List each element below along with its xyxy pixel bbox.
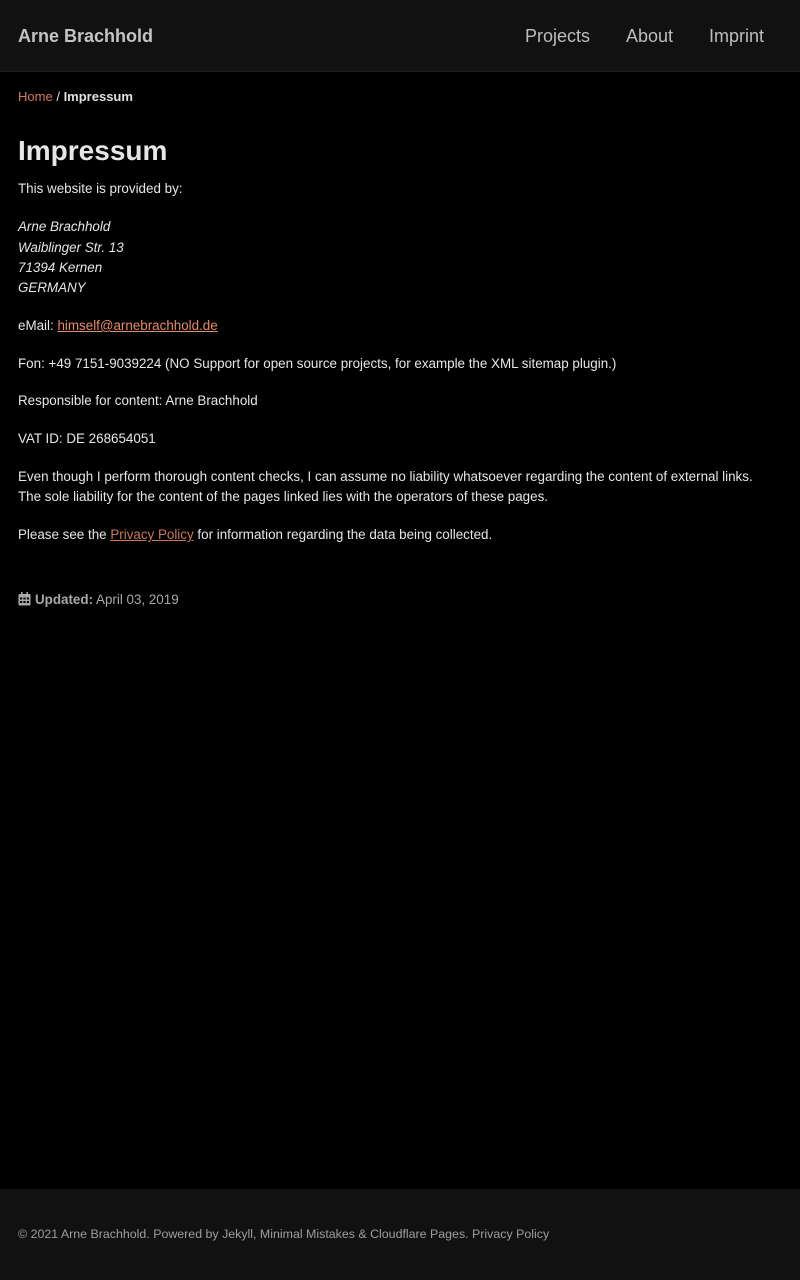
email-line <box>18 316 218 336</box>
address-street: Waiblinger Str. 13 <box>18 240 124 255</box>
footer-text: © 2021 Arne Brachhold. Powered by Jekyll, Minimal Mistakes & Cloudflare Pages. Privacy Policy <box>18 1227 550 1241</box>
address-name: Arne Brachhold <box>18 219 111 234</box>
address-country: GERMANY <box>18 280 86 295</box>
privacy-prefix: Please see the <box>18 527 107 542</box>
breadcrumb-current: Impressum <box>63 89 133 104</box>
nav-projects-link[interactable]: Projects <box>525 26 591 46</box>
vat-text: VAT ID: DE 268654051 <box>18 431 156 446</box>
liability-line-1: Even though I perform thorough content checks, I can assume no liability whatsoever regarding the content of external links. <box>18 469 753 484</box>
updated-date: April 03, 2019 <box>96 592 179 607</box>
breadcrumb <box>18 88 133 105</box>
email-link[interactable]: himself@arnebrachhold.de <box>57 318 218 333</box>
page-title: Impressum <box>18 135 168 166</box>
email-label: eMail: <box>18 318 54 333</box>
breadcrumb-separator: / <box>56 89 60 104</box>
masthead <box>0 0 800 72</box>
nav-imprint-link[interactable]: Imprint <box>709 26 765 46</box>
breadcrumb-home-link[interactable]: Home <box>18 89 53 104</box>
privacy-suffix: for information regarding the data being collected. <box>197 527 493 542</box>
nav-about-link[interactable]: About <box>626 26 674 46</box>
address-city: 71394 Kernen <box>18 260 103 275</box>
footer <box>0 1189 800 1280</box>
liability-line-2: The sole liability for the content of the pages linked lies with the operators of these pages. <box>18 489 548 504</box>
updated-label: Updated: <box>35 592 94 607</box>
privacy-line <box>18 525 492 545</box>
site-title-link[interactable]: Arne Brachhold <box>18 26 154 46</box>
phone-text: Fon: +49 7151-9039224 (NO Support for open source projects, for example the XML sitemap plugin.) <box>18 356 617 371</box>
responsible-text: Responsible for content: Arne Brachhold <box>18 393 258 408</box>
intro-text: This website is provided by: <box>18 181 183 196</box>
updated-line <box>18 590 179 612</box>
privacy-policy-link[interactable]: Privacy Policy <box>110 527 194 542</box>
calendar-icon <box>18 592 31 612</box>
